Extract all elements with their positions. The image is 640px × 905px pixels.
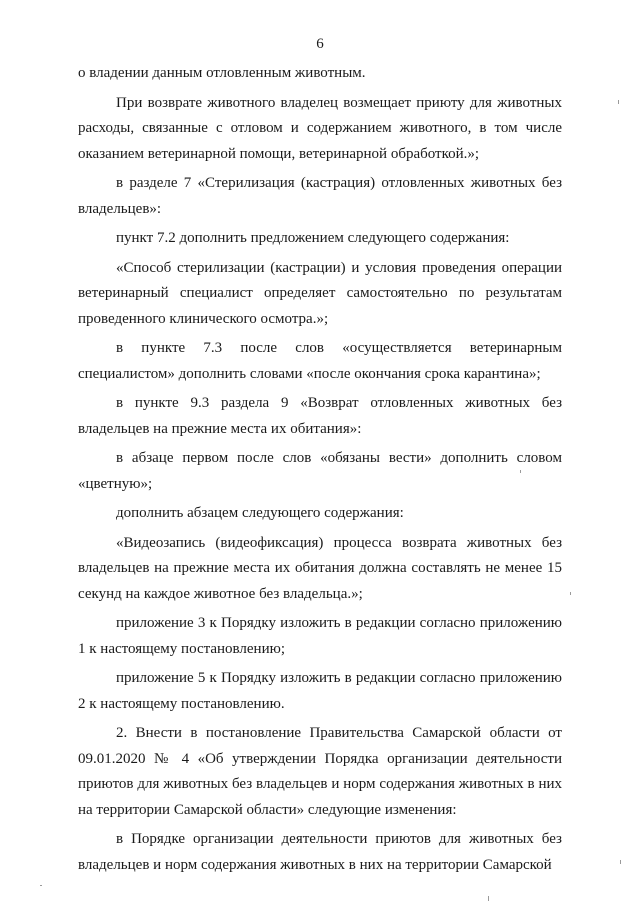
- scan-speck: [570, 592, 571, 595]
- paragraph-3: в разделе 7 «Стерилизация (кастрация) отловленных животных без владельцев»:: [78, 175, 562, 217]
- paragraph-13: 2. Внести в постановление Правительства Самарской области от 09.01.2020 № 4 «Об утверждении Порядка организации деятельности приютов для животных без владельцев и норм содержания животных в них на территории Самарской области» следующие изменения:: [78, 725, 562, 818]
- paragraph-5: «Способ стерилизации (кастрации) и условия проведения операции ветеринарный специалист определяет самостоятельно по результатам проведенного клинического осмотра.»;: [78, 259, 562, 327]
- document-body: [78, 61, 562, 878]
- scan-speck: [618, 100, 619, 104]
- scan-speck: [40, 885, 42, 886]
- paragraph-7: в пункте 9.3 раздела 9 «Возврат отловленных животных без владельцев на прежние места их обитания»:: [78, 395, 562, 437]
- scan-speck: [620, 860, 621, 864]
- page-number: 6: [316, 36, 324, 52]
- paragraph-9: дополнить абзацем следующего содержания:: [116, 505, 404, 521]
- paragraph-1: о владении данным отловленным животным.: [78, 65, 366, 81]
- paragraph-14: в Порядке организации деятельности приютов для животных без владельцев и норм содержания животных в них на территории Самарской: [78, 831, 562, 873]
- paragraph-8: в абзаце первом после слов «обязаны вести» дополнить словом «цветную»;: [78, 450, 562, 492]
- paragraph-10: «Видеозапись (видеофиксация) процесса возврата животных без владельцев на прежние места их обитания должна составлять не менее 15 секунд на каждое животное без владельца.»;: [78, 534, 562, 602]
- paragraph-4: пункт 7.2 дополнить предложением следующего содержания:: [116, 230, 510, 246]
- scan-speck: [520, 470, 521, 473]
- scan-speck: [488, 896, 489, 901]
- paragraph-12: приложение 5 к Порядку изложить в редакции согласно приложению 2 к настоящему постановлению.: [78, 670, 562, 712]
- paragraph-11: приложение 3 к Порядку изложить в редакции согласно приложению 1 к настоящему постановлению;: [78, 615, 562, 657]
- paragraph-2: При возврате животного владелец возмещает приюту для животных расходы, связанные с отловом и содержанием животного, в том числе оказанием ветеринарной помощи, ветеринарной обработкой.»;: [78, 94, 562, 162]
- paragraph-6: в пункте 7.3 после слов «осуществляется ветеринарным специалистом» дополнить словами «после окончания срока карантина»;: [78, 340, 562, 382]
